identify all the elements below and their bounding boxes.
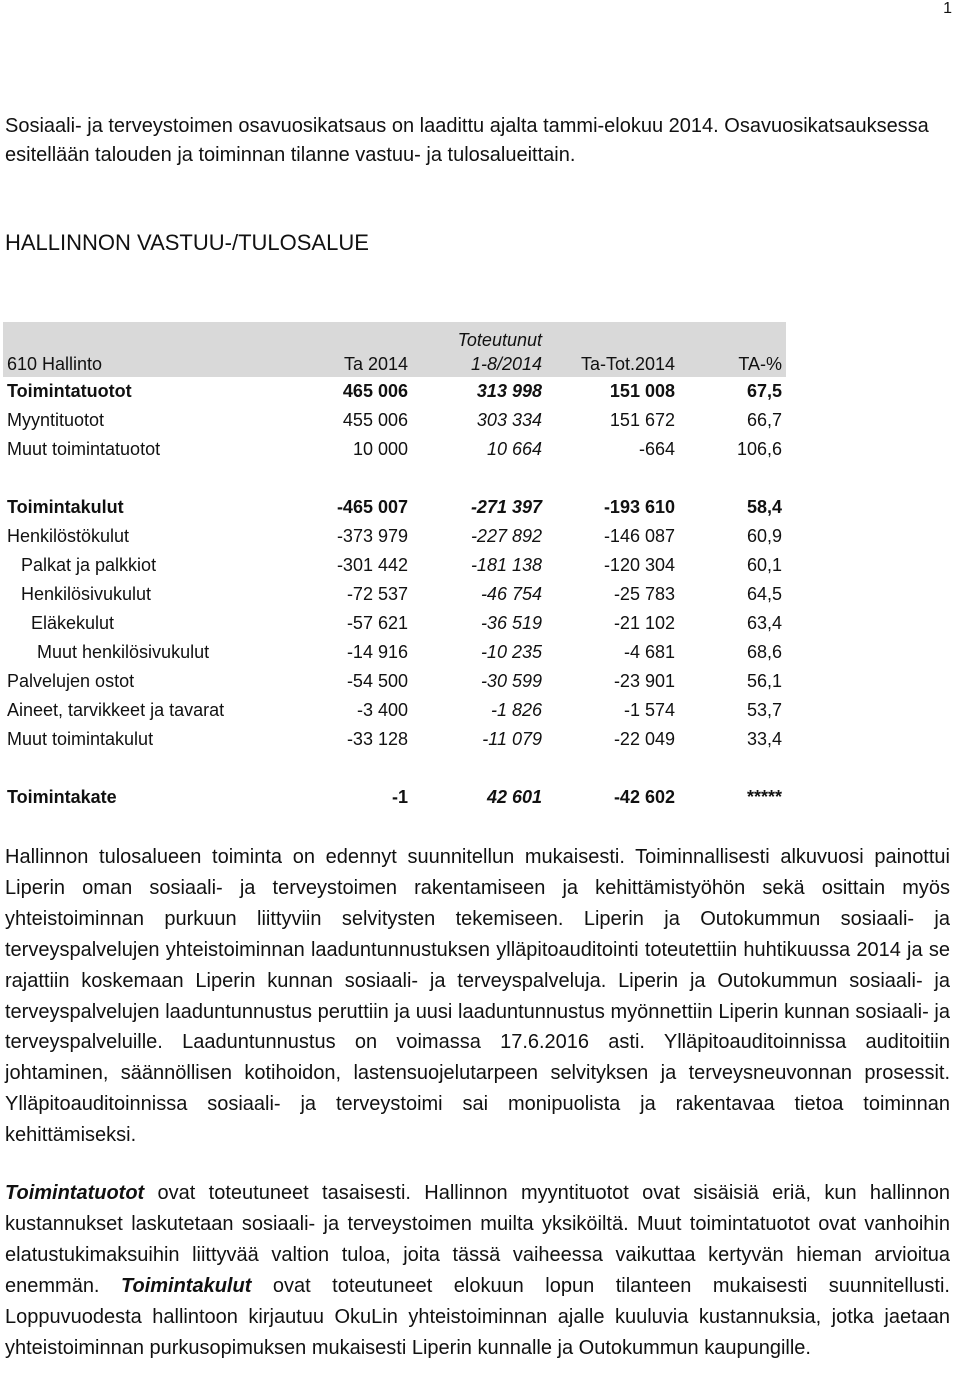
cell-percent: 33,4	[746, 729, 782, 749]
cell-percent: 66,7	[746, 410, 782, 430]
intro-paragraph: Sosiaali- ja terveystoimen osavuosikatsaus on laadittu ajalta tammi-elokuu 2014. Osavuosikatsauksessa esitellään talouden ja toiminnan tilanne vastuu- ja tulosalueittain.	[5, 115, 929, 166]
cell-percent: 53,7	[746, 700, 782, 720]
row-label: Toimintakulut	[7, 497, 124, 517]
cell-budget: -57 621	[346, 613, 408, 633]
cell-percent: 58,4	[746, 497, 782, 517]
table-header-row	[3, 351, 786, 377]
cell-percent: 63,4	[746, 613, 782, 633]
cell-actual: 303 334	[476, 410, 542, 430]
table-row	[3, 696, 786, 725]
cell-percent: 106,6	[736, 439, 782, 459]
cell-actual: -227 892	[470, 526, 542, 546]
table-row	[3, 493, 786, 522]
paragraph-finances	[5, 1178, 950, 1363]
header-difference: Ta-Tot.2014	[546, 351, 679, 377]
table-spacer	[3, 464, 786, 493]
cell-budget: -301 442	[336, 555, 408, 575]
paragraph-finances-text1: ovat toteutuneet tasaisesti. Hallinnon myyntituotot ovat sisäisiä eriä, kun hallinnon kustannukset laskutetaan sosiaali- ja terveystoimen muilta yksiköiltä. Muut toimintatuotot ovat vanhoihin elatustukimaksuihin liittyvää valtion tuloa, joita tässä vaiheessa vaikuttaa kertyvän hieman arvioitua enemmän.	[5, 1182, 950, 1297]
cell-percent: *****	[746, 787, 782, 807]
cell-budget: 455 006	[342, 410, 408, 430]
cell-difference: -120 304	[603, 555, 675, 575]
cell-difference: -4 681	[623, 642, 675, 662]
row-label: Aineet, tarvikkeet ja tavarat	[7, 700, 225, 720]
cell-difference: -146 087	[603, 526, 675, 546]
cell-actual: -46 754	[480, 584, 542, 604]
cell-actual: -30 599	[480, 671, 542, 691]
cell-percent: 60,9	[746, 526, 782, 546]
table-row	[3, 435, 786, 464]
header-toteutunut: Toteutunut	[412, 322, 546, 351]
cell-budget: 10 000	[352, 439, 408, 459]
table-row	[3, 725, 786, 754]
term-toimintakulut: Toimintakulut	[121, 1274, 252, 1297]
cell-actual: -10 235	[480, 642, 542, 662]
cell-difference: -22 049	[613, 729, 675, 749]
cell-budget: -465 007	[336, 497, 408, 517]
cell-actual: -1 826	[490, 700, 542, 720]
financial-table	[3, 322, 786, 812]
cell-budget: -373 979	[336, 526, 408, 546]
paragraph-finances-text2: ovat toteutuneet elokuun lopun tilanteen mukaisesti suunnitellusti. Loppuvuodesta hallintoon kirjautuu OkuLin yhteistoiminnan ajalle kuuluvia kustannuksia, jotka jaetaan yhteistoiminnan purkusopimuksen mukaisesti Liperin kunnalle ja Outokummun kaupungille.	[5, 1274, 950, 1359]
cell-actual: -11 079	[482, 729, 542, 749]
table-header-row-top	[3, 322, 786, 351]
page-number: 1	[943, 0, 952, 17]
paragraph-operations: Hallinnon tulosalueen toiminta on edennyt suunnitellun mukaisesti. Toiminnallisesti alkuvuosi painottui Liperin oman sosiaali- ja terveystoimen rakentamiseen ja kehittämistyöhön sekä osittain myös yhteistoiminnan purkuun liittyviin selvitysten tekemiseen. Liperin ja Outokummun sosiaali- ja terveyspalvelujen yhteistoiminnan laaduntunnustuksen ylläpitoauditointi toteutettiin huhtikuussa 2014 ja se rajattiin koskemaan Liperin kunnan sosiaali- ja terveyspalveluja. Liperin ja Outokummun sosiaali- ja terveyspalvelujen laaduntunnustus peruttiin ja uusi laaduntunnustus myönnettiin Liperin kunnan sosiaali- ja terveyspalveluille. Laaduntunnustus on voimassa 17.6.2016 asti. Ylläpitoauditoinnissa auditoitiin johtaminen, säännöllisen kotihoidon, lastensuojelutarpeen selvityksen ja terveysneuvonnan prosessit. Ylläpitoauditoinnissa sosiaali- ja terveystoimi sai monipuolista ja rakentavaa tietoa toiminnan kehittämiseksi.	[5, 846, 950, 1147]
header-unit: 610 Hallinto	[3, 351, 293, 377]
row-label: Muut henkilösivukulut	[37, 642, 210, 662]
row-label: Henkilösivukulut	[21, 584, 152, 604]
cell-budget: 465 006	[342, 381, 408, 401]
cell-actual: 313 998	[476, 381, 542, 401]
cell-budget: -3 400	[356, 700, 408, 720]
table-row	[3, 406, 786, 435]
header-budget: Ta 2014	[293, 351, 412, 377]
cell-budget: -33 128	[346, 729, 408, 749]
table-row	[3, 580, 786, 609]
row-label: Palvelujen ostot	[7, 671, 135, 691]
cell-actual: -36 519	[480, 613, 542, 633]
cell-difference: -21 102	[613, 613, 675, 633]
table-row	[3, 609, 786, 638]
table-row	[3, 377, 786, 406]
row-label: Henkilöstökulut	[7, 526, 130, 546]
cell-difference: -664	[638, 439, 675, 459]
header-percent: TA-%	[679, 351, 786, 377]
table-row	[3, 551, 786, 580]
cell-actual: 10 664	[486, 439, 542, 459]
table-row	[3, 522, 786, 551]
cell-difference: -1 574	[623, 700, 675, 720]
cell-difference: 151 672	[609, 410, 675, 430]
cell-budget: -54 500	[346, 671, 408, 691]
table-row	[3, 783, 786, 812]
cell-percent: 60,1	[746, 555, 782, 575]
cell-difference: 151 008	[609, 381, 675, 401]
cell-actual: -271 397	[470, 497, 542, 517]
row-label: Myyntituotot	[7, 410, 105, 430]
cell-budget: -72 537	[346, 584, 408, 604]
cell-difference: -193 610	[603, 497, 675, 517]
row-label: Muut toimintatuotot	[7, 439, 161, 459]
row-label: Muut toimintakulut	[7, 729, 154, 749]
row-label: Toimintakate	[7, 787, 117, 807]
term-toimintatuotot: Toimintatuotot	[5, 1182, 145, 1204]
row-label: Toimintatuotot	[7, 381, 132, 401]
cell-difference: -23 901	[613, 671, 675, 691]
cell-percent: 68,6	[746, 642, 782, 662]
cell-difference: -25 783	[613, 584, 675, 604]
row-label: Palkat ja palkkiot	[21, 555, 157, 575]
cell-percent: 56,1	[746, 671, 782, 691]
header-actual: 1-8/2014	[412, 351, 546, 377]
section-title: HALLINNON VASTUU-/TULOSALUE	[5, 230, 369, 255]
table-row	[3, 667, 786, 696]
cell-budget: -14 916	[346, 642, 408, 662]
cell-percent: 64,5	[746, 584, 782, 604]
cell-percent: 67,5	[746, 381, 782, 401]
row-label: Eläkekulut	[31, 613, 115, 633]
table-spacer	[3, 754, 786, 783]
table-row	[3, 638, 786, 667]
cell-actual: -181 138	[470, 555, 542, 575]
cell-difference: -42 602	[613, 787, 675, 807]
cell-budget: -1	[391, 787, 408, 807]
cell-actual: 42 601	[486, 787, 542, 807]
